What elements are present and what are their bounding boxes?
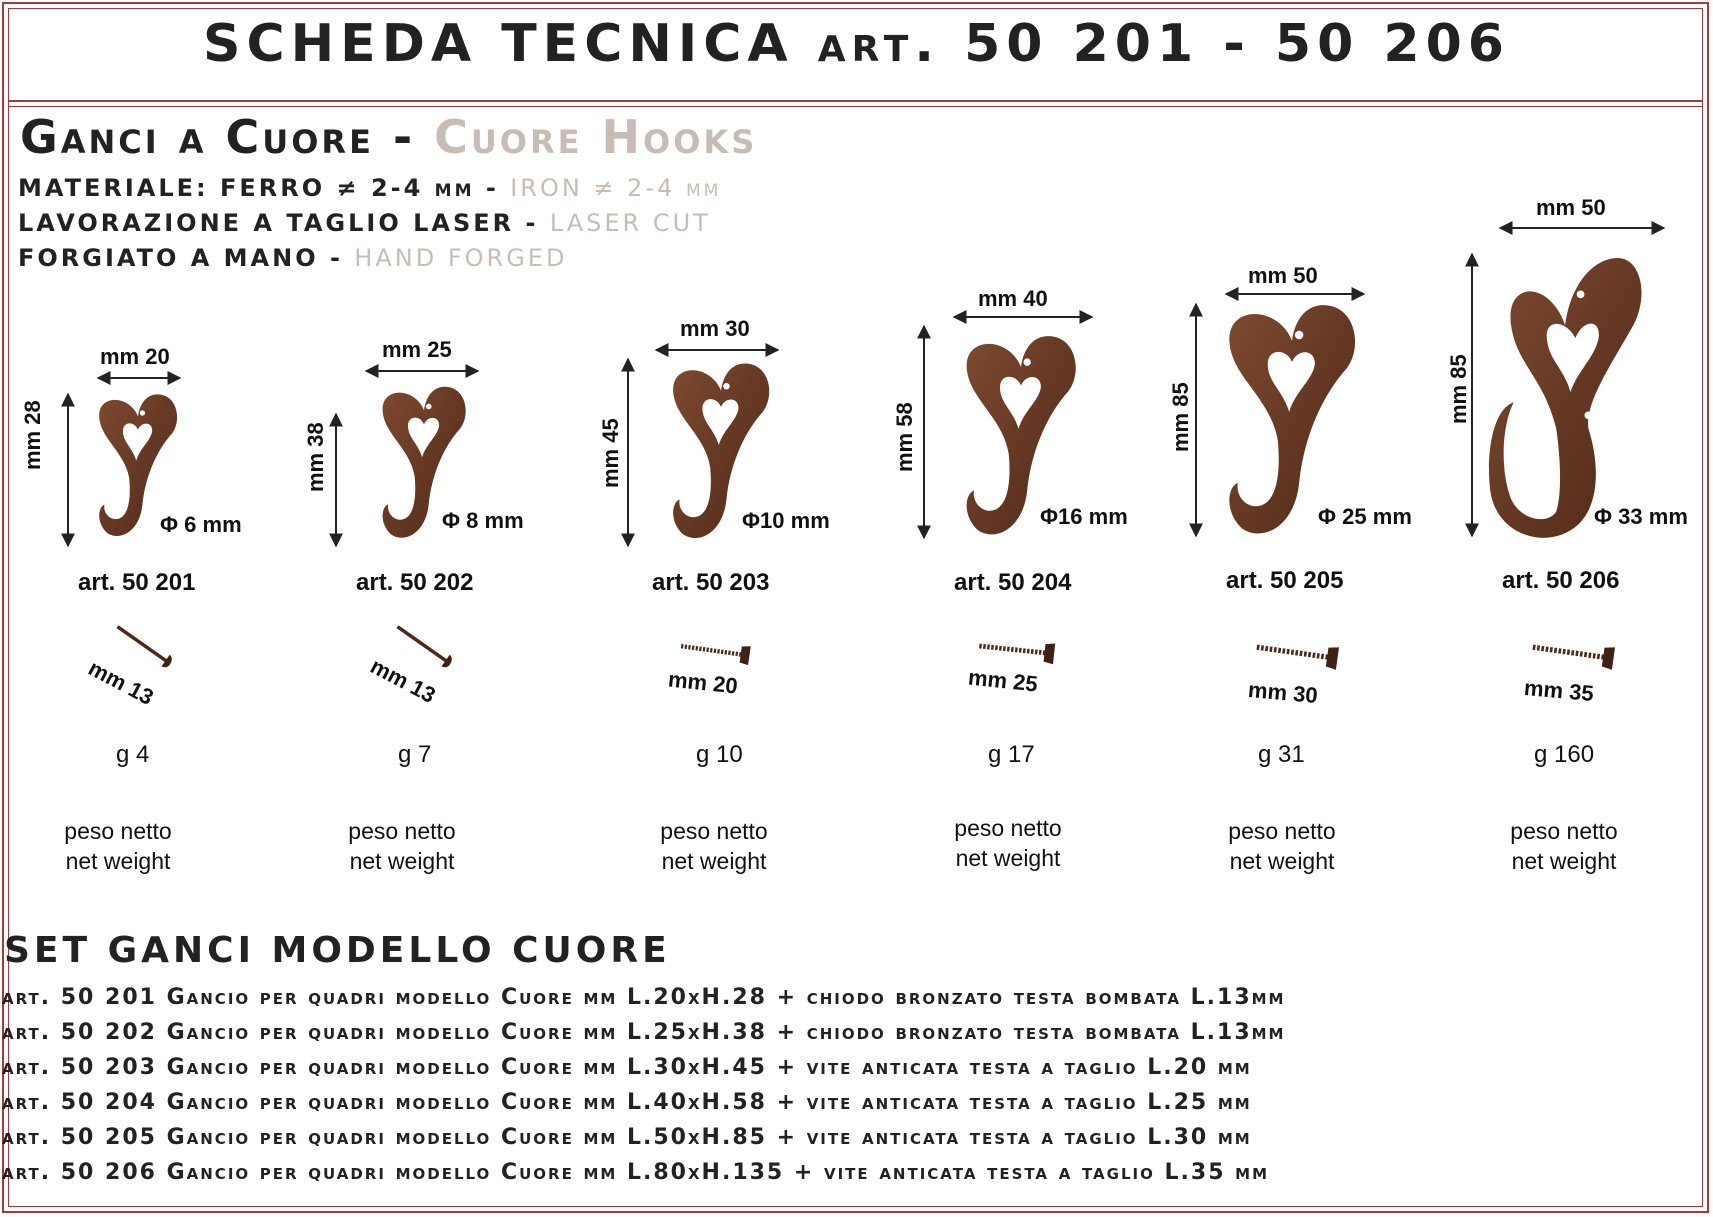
- weight-caption-6: [1484, 816, 1644, 876]
- set-line-3: art. 50 203 Gancio per quadri modello Cuore mm L.30xH.45 + vite anticata testa a taglio L.20 mm: [2, 1055, 1252, 1080]
- set-line-1: art. 50 201 Gancio per quadri modello Cuore mm L.20xH.28 + chiodo bronzato testa bombata L.13mm: [2, 985, 1286, 1010]
- spec-process-it: LAVORAZIONE A TAGLIO LASER -: [18, 209, 539, 237]
- set-line-4: art. 50 204 Gancio per quadri modello Cuore mm L.40xH.58 + vite anticata testa a taglio L.25 mm: [2, 1090, 1252, 1115]
- height-label-1: mm 28: [20, 400, 45, 470]
- weight-caption-en-2: net weight: [349, 848, 455, 874]
- diameter-label-1: Φ 6 mm: [160, 512, 242, 537]
- height-label-5: mm 85: [1168, 382, 1193, 452]
- height-label-2: mm 38: [303, 422, 328, 492]
- weight-caption-3: [634, 816, 794, 876]
- weight-caption-en-4: net weight: [955, 845, 1061, 871]
- weight-value-2: g 7: [398, 741, 432, 768]
- diameter-label-4: Φ16 mm: [1040, 504, 1128, 529]
- width-arrow-4: [950, 307, 1096, 327]
- weight-caption-it-3: peso netto: [660, 818, 768, 844]
- width-label-6: mm 50: [1536, 195, 1606, 220]
- width-arrow-1: [94, 368, 184, 388]
- width-label-5: mm 50: [1248, 263, 1318, 288]
- height-label-4: mm 58: [892, 402, 917, 472]
- weight-caption-1: [38, 816, 198, 876]
- weight-caption-it-2: peso netto: [348, 818, 456, 844]
- weight-caption-it-5: peso netto: [1228, 818, 1336, 844]
- spec-material: [18, 174, 721, 202]
- spec-forging-it: FORGIATO A MANO -: [18, 244, 343, 272]
- spec-process-en: LASER CUT: [549, 209, 711, 237]
- spec-forging-en: HAND FORGED: [354, 244, 568, 272]
- article-label-6: art. 50 206: [1502, 567, 1620, 594]
- weight-caption-5: [1202, 816, 1362, 876]
- page-title: SCHEDA TECNICA art. 50 201 - 50 206: [203, 14, 1510, 74]
- article-label-3: art. 50 203: [652, 569, 770, 596]
- subtitle-italian: Ganci a Cuore -: [20, 110, 416, 164]
- screw-length-4: mm 25: [966, 664, 1039, 697]
- spec-material-it: MATERIALE: FERRO ≠ 2-4 mm -: [18, 174, 499, 202]
- weight-caption-en-6: net weight: [1511, 848, 1617, 874]
- spec-material-en: IRON ≠ 2-4 mm: [510, 174, 722, 202]
- subtitle-english: Cuore Hooks: [434, 110, 758, 164]
- screw-length-6: mm 35: [1523, 675, 1595, 706]
- set-line-6: art. 50 206 Gancio per quadri modello Cuore mm L.80xH.135 + vite anticata testa a taglio L.35 mm: [2, 1160, 1270, 1185]
- article-label-1: art. 50 201: [78, 569, 196, 596]
- width-arrow-3: [652, 340, 782, 360]
- width-arrow-6: [1496, 218, 1668, 238]
- nail-length-1: mm 13: [84, 655, 158, 710]
- nail-length-2: mm 13: [366, 653, 440, 708]
- article-label-2: art. 50 202: [356, 569, 474, 596]
- weight-value-4: g 17: [988, 741, 1035, 768]
- weight-caption-4: [928, 813, 1088, 873]
- weight-value-1: g 4: [116, 741, 150, 768]
- set-title: SET GANCI MODELLO CUORE: [4, 930, 671, 971]
- weight-caption-it-1: peso netto: [64, 818, 172, 844]
- weight-value-5: g 31: [1258, 741, 1305, 768]
- width-arrow-2: [362, 361, 482, 381]
- width-label-2: mm 25: [382, 337, 452, 362]
- product-subtitle: [20, 110, 757, 164]
- header-divider: [8, 100, 1703, 102]
- width-label-3: mm 30: [680, 316, 750, 341]
- screw-length-3: mm 20: [666, 666, 739, 699]
- set-line-2: art. 50 202 Gancio per quadri modello Cuore mm L.25xH.38 + chiodo bronzato testa bombata L.13mm: [2, 1020, 1286, 1045]
- hook-image-6: [1478, 248, 1660, 544]
- weight-caption-en-1: net weight: [65, 848, 171, 874]
- width-label-4: mm 40: [978, 286, 1048, 311]
- weight-caption-it-6: peso netto: [1510, 818, 1618, 844]
- set-line-5: art. 50 205 Gancio per quadri modello Cuore mm L.50xH.85 + vite anticata testa a taglio L.30 mm: [2, 1125, 1252, 1150]
- header-divider-thin: [8, 106, 1703, 107]
- article-label-4: art. 50 204: [954, 569, 1072, 596]
- width-label-1: mm 20: [100, 344, 170, 369]
- diameter-label-5: Φ 25 mm: [1318, 504, 1412, 529]
- spec-process: [18, 209, 711, 237]
- weight-caption-en-3: net weight: [661, 848, 767, 874]
- diameter-label-3: Φ10 mm: [742, 508, 830, 533]
- diameter-label-2: Φ 8 mm: [442, 508, 524, 533]
- height-arrow-1: [58, 390, 78, 550]
- weight-caption-2: [322, 816, 482, 876]
- diameter-label-6: Φ 33 mm: [1594, 504, 1688, 529]
- weight-caption-it-4: peso netto: [954, 815, 1062, 841]
- spec-forging: [18, 244, 567, 272]
- weight-value-6: g 160: [1534, 741, 1595, 768]
- weight-value-3: g 10: [696, 741, 743, 768]
- height-label-6: mm 85: [1446, 354, 1471, 424]
- article-label-5: art. 50 205: [1226, 567, 1344, 594]
- height-arrow-2: [326, 410, 346, 550]
- height-label-3: mm 45: [598, 418, 623, 488]
- weight-caption-en-5: net weight: [1229, 848, 1335, 874]
- screw-length-5: mm 30: [1247, 677, 1319, 708]
